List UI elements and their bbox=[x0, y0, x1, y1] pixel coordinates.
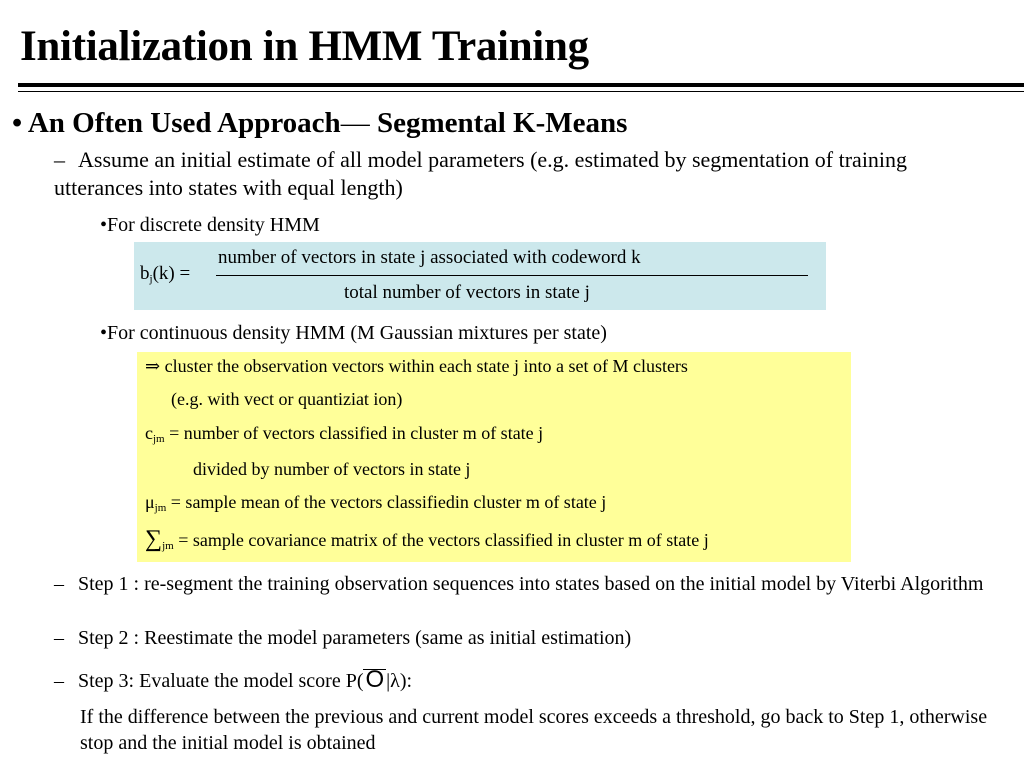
cluster-line: ⇒ cluster the observation vectors within each state j into a set of M clusters bbox=[145, 356, 688, 376]
lhs-equals: = bbox=[179, 263, 191, 284]
sigma-line bbox=[145, 526, 709, 556]
c-line bbox=[145, 423, 543, 449]
sigma-text: = sample covariance matrix of the vectors classified in cluster m of state j bbox=[173, 530, 709, 550]
continuous-formula-box bbox=[137, 352, 851, 562]
formula-denominator: total number of vectors in state j bbox=[344, 282, 590, 303]
main-bullet-text: An Often Used Approach bbox=[27, 107, 341, 139]
discrete-formula-box bbox=[134, 242, 826, 310]
sigma-symbol: ∑ bbox=[145, 526, 163, 552]
mu-sub: jm bbox=[154, 502, 167, 514]
mu-text: = sample mean of the vectors classifiedin cluster m of state j bbox=[166, 492, 607, 512]
step3-item bbox=[54, 668, 412, 694]
o-bar-symbol: O bbox=[365, 666, 385, 693]
c-symbol: c bbox=[145, 423, 153, 443]
step1-item bbox=[54, 571, 994, 597]
step3-dash: – bbox=[54, 670, 64, 692]
step2-text: Step 2 : Reestimate the model parameters (same as initial estimation) bbox=[78, 627, 632, 649]
c-sub: jm bbox=[153, 433, 165, 445]
lhs-sub: j bbox=[149, 273, 153, 285]
vq-line: (e.g. with vect or quantiziat ion) bbox=[171, 389, 403, 409]
main-bullet-text2: Segmental K-Means bbox=[369, 107, 628, 139]
step1-dash: – bbox=[54, 573, 64, 595]
continuous-label: •For continuous density HMM (M Gaussian mixtures per state) bbox=[100, 322, 607, 344]
step2-dash: – bbox=[54, 627, 64, 649]
sigma-sub: jm bbox=[162, 540, 174, 552]
title-divider-thin bbox=[18, 91, 1024, 92]
lhs-b: b bbox=[140, 263, 150, 284]
discrete-label: •For discrete density HMM bbox=[100, 214, 320, 236]
step3-continuation: If the difference between the previous and current model scores exceeds a threshold, go back to Step 1, otherwise stop and the initial model is obtained bbox=[80, 706, 988, 754]
lhs-arg: (k) bbox=[152, 263, 175, 284]
fraction-bar bbox=[216, 275, 808, 276]
step3-text-after: |λ): bbox=[386, 670, 413, 692]
bullet-mark: • bbox=[12, 107, 23, 139]
main-bullet bbox=[12, 107, 627, 140]
title-divider-thick bbox=[18, 83, 1024, 87]
item-text: Assume an initial estimate of all model parameters (e.g. estimated by segmentation of training utterances into states with equal length) bbox=[54, 147, 908, 200]
em-dash: — bbox=[340, 107, 370, 139]
step3-text-before: Step 3: Evaluate the model score P( bbox=[78, 670, 364, 692]
item-dash: – bbox=[54, 147, 65, 172]
c-continuation: divided by number of vectors in state j bbox=[193, 459, 471, 479]
step2-item bbox=[54, 625, 631, 651]
c-text: = number of vectors classified in cluster m of state j bbox=[164, 423, 544, 443]
formula-lhs bbox=[140, 264, 190, 289]
step1-text: Step 1 : re-segment the training observation sequences into states based on the initial model by Viterbi Algorithm bbox=[78, 573, 984, 595]
item-initial-estimate bbox=[54, 146, 914, 202]
slide-title: Initialization in HMM Training bbox=[20, 23, 589, 70]
formula-numerator: number of vectors in state j associated with codeword k bbox=[218, 247, 641, 268]
mu-symbol: μ bbox=[145, 492, 155, 512]
mu-line bbox=[145, 492, 606, 518]
